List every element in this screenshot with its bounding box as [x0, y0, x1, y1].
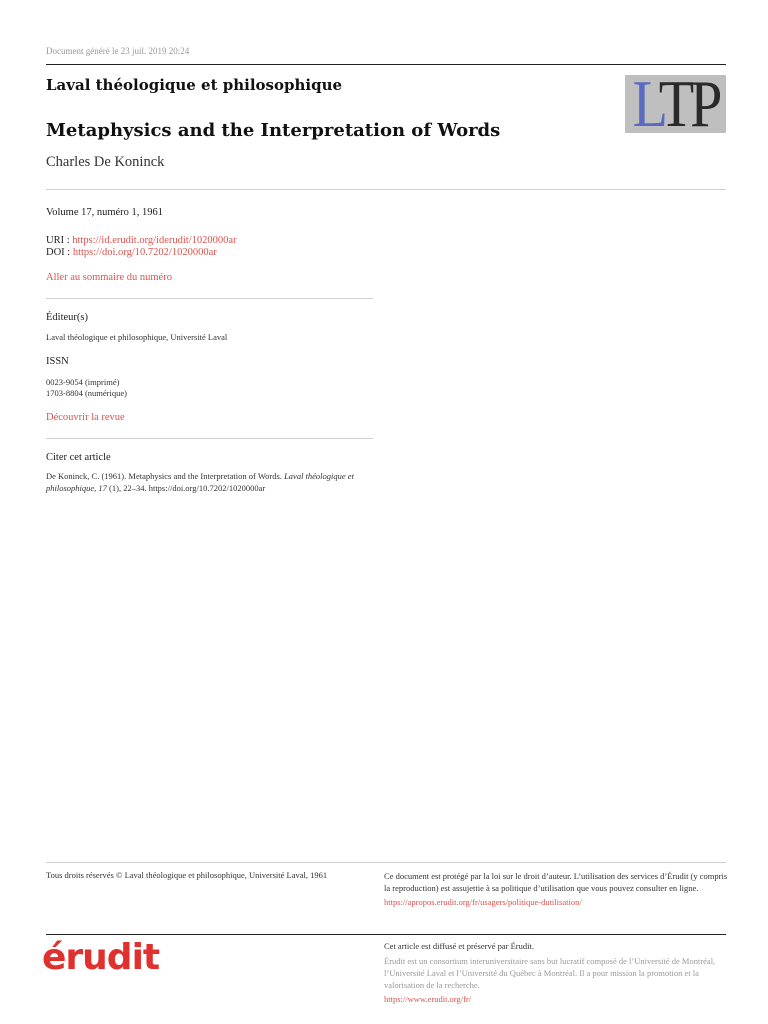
cite-heading: Citer cet article [46, 452, 111, 463]
volume-info: Volume 17, numéro 1, 1961 [46, 207, 164, 218]
citation-journal: Laval théologique et philosophique [46, 471, 354, 493]
discover-journal-link[interactable]: Découvrir la revue [46, 412, 125, 423]
diffusion-text: Cet article est diffusé et préservé par Érudit. [384, 941, 534, 951]
footer-divider [46, 862, 726, 863]
citation-part: , [94, 483, 99, 493]
citation-part: (1), 22–34. https://doi.org/10.7202/1020000ar [106, 483, 266, 493]
citation-part: De Koninck, C. (1961). Metaphysics and the Interpretation of Words. [46, 471, 285, 481]
footer-divider-strong [46, 934, 726, 935]
citation-volume: 17 [98, 483, 107, 493]
notice-text: Ce document est protégé par la loi sur le droit d’auteur. L’utilisation des services d’Érudit (y compris la reproduction) est assujettie à sa politique d’utilisation que vous pouvez consulter en ligne. [384, 871, 728, 893]
doi-link[interactable]: https://doi.org/10.7202/1020000ar [72, 247, 217, 258]
issue-contents-link[interactable]: Aller au sommaire du numéro [46, 272, 172, 283]
doi-label: DOI : [46, 247, 73, 258]
rights-text: Tous droits réservés © Laval théologique et philosophique, Université Laval, 1961 [46, 870, 328, 880]
uri-label: URI : [46, 235, 73, 246]
divider [46, 438, 373, 439]
citation-text [46, 470, 386, 494]
publisher-heading: Éditeur(s) [46, 312, 88, 323]
article-title: Metaphysics and the Interpretation of Words [46, 120, 501, 141]
ltp-logo [625, 75, 726, 133]
divider [46, 189, 726, 190]
issn-heading: ISSN [46, 356, 69, 367]
issn-digital: 1703-8804 (numérique) [46, 388, 127, 398]
copyright-notice [384, 870, 729, 908]
article-author: Charles De Koninck [46, 154, 165, 170]
ltp-logo-letters-tp: TP [658, 75, 719, 133]
issn-print: 0023-9054 (imprimé) [46, 377, 120, 387]
divider [46, 298, 373, 299]
journal-name: Laval théologique et philosophique [46, 76, 343, 94]
consortium-text: Érudit est un consortium interuniversitaire sans but lucratif composé de l’Université de Montréal, l’Université Laval et l’Université du Québec à Montréal. Il a pour mission la promotion et la valorisation de la recherche. [384, 956, 716, 990]
uri-line [46, 235, 237, 246]
ltp-logo-text [625, 75, 726, 133]
policy-link[interactable]: https://apropos.erudit.org/fr/usagers/politique-dutilisation/ [384, 897, 582, 907]
erudit-website-link[interactable]: https://www.erudit.org/fr/ [384, 994, 472, 1004]
doi-line [46, 247, 217, 258]
publisher-name: Laval théologique et philosophique, Université Laval [46, 332, 228, 342]
ltp-logo-letter-l: L [632, 75, 659, 133]
erudit-logo: érudit [42, 937, 160, 978]
uri-link[interactable]: https://id.erudit.org/iderudit/1020000ar [72, 235, 237, 246]
generated-date: Document généré le 23 juil. 2019 20:24 [46, 46, 190, 56]
top-divider [46, 64, 726, 65]
